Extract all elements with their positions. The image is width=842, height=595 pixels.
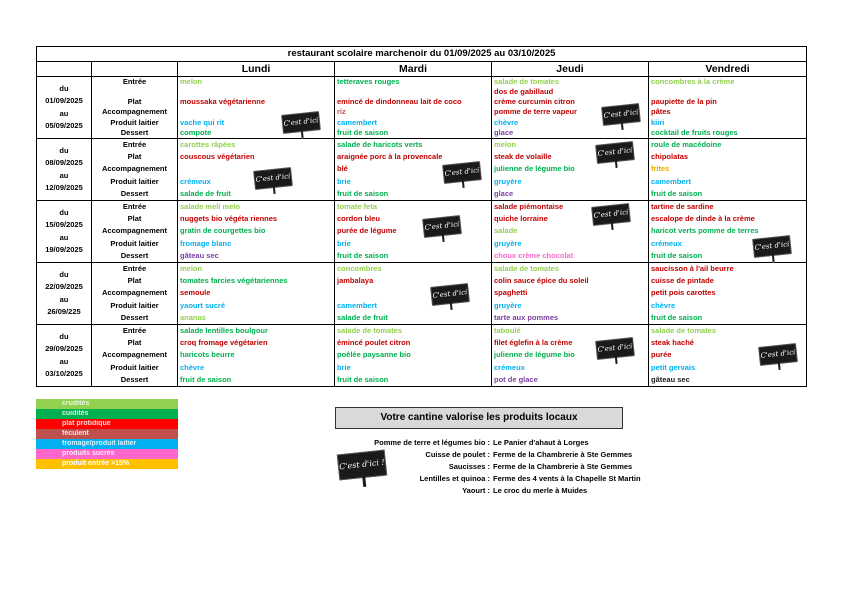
header-empty-2 xyxy=(92,62,178,77)
producer-row xyxy=(350,473,690,485)
category-label: Entrée xyxy=(122,77,147,86)
menu-item: gratin de courgettes bio xyxy=(180,226,266,236)
legend-label: produit entrée >15% xyxy=(62,460,130,467)
menu-item xyxy=(335,87,491,97)
menu-item: semoule xyxy=(180,288,211,298)
day-cell-vendredi xyxy=(649,139,807,201)
week-date-line: au xyxy=(59,108,69,118)
day-cell-jeudi xyxy=(492,139,649,201)
menu-item: brie xyxy=(337,362,351,372)
menu-item: salade de tomates xyxy=(651,326,717,335)
category-label: Dessert xyxy=(120,312,149,322)
week-date-line: 01/09/2025 xyxy=(45,96,83,105)
category-label: Accompagnement xyxy=(101,107,167,117)
menu-item: haricot verts pomme de terres xyxy=(651,226,759,236)
producer-product: Pomme de terre et légumes bio : xyxy=(374,438,490,447)
menu-item: salade lentilles boulgour xyxy=(180,326,268,335)
category-label: Dessert xyxy=(120,250,149,260)
menu-item: chèvre xyxy=(180,362,205,372)
menu-item: chèvre xyxy=(651,300,676,310)
week-dates xyxy=(37,263,92,325)
category-label: Dessert xyxy=(120,188,149,198)
category-label: Accompagnement xyxy=(101,164,167,174)
menu-item: colin sauce épice du soleil xyxy=(494,276,589,286)
menu-item: pâtes xyxy=(651,107,671,117)
legend-item xyxy=(36,459,178,469)
color-legend xyxy=(36,399,178,469)
week-date-line: 12/09/2025 xyxy=(45,183,83,192)
legend-item xyxy=(36,429,178,439)
menu-item: steak haché xyxy=(651,338,694,348)
category-label: Produit laitier xyxy=(110,300,159,310)
day-cell-mardi xyxy=(335,139,492,201)
menu-item: saucisson à l'ail beurre xyxy=(651,264,734,273)
cest-dici-sign-icon: C'est d'ici ! xyxy=(337,450,387,481)
header-day-lundi: Lundi xyxy=(178,62,335,77)
menu-item: salade de fruit xyxy=(180,188,231,198)
day-cell-lundi xyxy=(178,325,335,387)
menu-item: ananas xyxy=(180,312,206,322)
menu-item: concombres à la crème xyxy=(651,77,735,86)
producer-product: Saucisses : xyxy=(448,462,490,471)
week-date-line: 15/09/2025 xyxy=(45,220,83,229)
cest-dici-sign-icon: C'est d'ici ! xyxy=(601,103,641,126)
menu-item: fruit de saison xyxy=(651,312,703,322)
header-day-mardi: Mardi xyxy=(335,62,492,77)
menu-item: fruit de saison xyxy=(337,127,389,137)
legend-label: crudités xyxy=(62,400,90,407)
week-date-line: du xyxy=(59,331,69,341)
day-cell-lundi xyxy=(178,77,335,144)
day-cell-lundi xyxy=(178,201,335,263)
menu-item: escalope de dinde à la crème xyxy=(651,214,755,224)
legend-label: féculent xyxy=(62,430,89,437)
category-label: Entrée xyxy=(122,202,147,211)
category-label: Produit laitier xyxy=(110,117,159,127)
menu-item: crème curcumin citron xyxy=(494,97,575,107)
day-cell-mardi xyxy=(335,201,492,263)
category-label: Dessert xyxy=(120,374,149,384)
menu-item: kiiri xyxy=(651,117,665,127)
menu-item: purée de légume xyxy=(337,226,397,236)
legend-item xyxy=(36,449,178,459)
legend-label: cuidités xyxy=(62,410,89,417)
menu-item: vache qui rit xyxy=(180,117,225,127)
category-label xyxy=(92,87,177,97)
menu-table xyxy=(36,46,807,387)
day-cell-jeudi xyxy=(492,263,649,325)
cest-dici-sign-icon: C'est d'ici ! xyxy=(253,167,293,190)
category-label: Accompagnement xyxy=(101,288,167,298)
week-date-line: au xyxy=(59,232,69,242)
producer-row xyxy=(350,461,690,473)
menu-title: restaurant scolaire marchenoir du 01/09/2025 au 03/10/2025 xyxy=(37,47,807,62)
menu-item: fruit de saison xyxy=(337,374,389,384)
legend-item xyxy=(36,409,178,419)
menu-item: choux crème chocolat xyxy=(494,250,574,260)
producer-name: Ferme de la Chambrerie à Ste Gemmes xyxy=(493,462,633,471)
menu-item: spaghetti xyxy=(494,288,528,298)
menu-item: steak de volaille xyxy=(494,152,552,162)
producer-product: Cuisse de poulet : xyxy=(425,450,490,459)
producer-name: Le croc du merle à Muides xyxy=(493,486,588,495)
menu-item: julienne de légume bio xyxy=(494,350,575,360)
menu-item: gâteau sec xyxy=(180,250,219,260)
week-date-line: 26/09/225 xyxy=(47,307,81,316)
day-cell-vendredi xyxy=(649,201,807,268)
menu-item: emincé de dindonneau lait de coco xyxy=(337,97,462,107)
category-label: Plat xyxy=(127,214,142,224)
menu-item: purée xyxy=(651,350,672,360)
menu-item xyxy=(649,87,806,97)
menu-item: roule de macédoine xyxy=(651,140,722,149)
menu-item: taboulé xyxy=(494,326,521,335)
menu-item: fruit de saison xyxy=(651,250,703,260)
menu-item: gruyère xyxy=(494,238,522,248)
menu-item: brie xyxy=(337,238,351,248)
cest-dici-sign-icon: C'est d'ici ! xyxy=(591,203,631,226)
week-date-line: au xyxy=(59,294,69,304)
menu-item: salade de fruit xyxy=(337,312,388,322)
menu-item: tarte aux pommes xyxy=(494,312,559,322)
producer-row xyxy=(350,449,690,461)
menu-item xyxy=(178,87,334,97)
menu-item: salade de haricots verts xyxy=(337,140,423,149)
category-label: Produit laitier xyxy=(110,362,159,372)
week-date-line: 19/09/2025 xyxy=(45,245,83,254)
legend-label: fromage/produit laitier xyxy=(62,440,137,447)
week-row xyxy=(37,77,807,139)
category-label: Entrée xyxy=(122,140,147,149)
menu-item: concombres xyxy=(337,264,382,273)
menu-item: fruit de saison xyxy=(651,188,703,198)
menu-item: cordon bleu xyxy=(337,214,380,224)
menu-item: pomme de terre vapeur xyxy=(494,107,577,117)
legend-item xyxy=(36,399,178,409)
week-date-line: au xyxy=(59,356,69,366)
week-row xyxy=(37,263,807,325)
category-label: Plat xyxy=(127,338,142,348)
week-dates xyxy=(37,201,92,263)
cest-dici-sign-icon: C'est d'ici ! xyxy=(595,337,635,360)
week-row xyxy=(37,139,807,201)
category-labels xyxy=(92,139,178,201)
day-cell-mardi xyxy=(335,263,492,325)
menu-item: haricots beurre xyxy=(180,350,235,360)
menu-item: crémeux xyxy=(180,176,211,186)
category-label: Plat xyxy=(127,276,142,286)
cest-dici-sign-icon: C'est d'ici ! xyxy=(595,141,635,164)
menu-item: paupiette de la pin xyxy=(651,97,717,107)
menu-item: carottes râpées xyxy=(180,140,236,149)
menu-item: petit pois carottes xyxy=(651,288,716,298)
day-cell-vendredi xyxy=(649,77,807,139)
week-date-line: du xyxy=(59,83,69,93)
week-date-line: 22/09/2025 xyxy=(45,282,83,291)
cest-dici-sign-icon: C'est d'ici ! xyxy=(758,343,798,366)
category-labels xyxy=(92,263,178,325)
menu-item: gruyère xyxy=(494,176,522,186)
menu-item: gruyère xyxy=(494,300,522,310)
day-header-row xyxy=(37,62,807,77)
menu-item: petit gervais xyxy=(651,362,696,372)
week-dates xyxy=(37,77,92,139)
menu-item: cocktail de fruits rouges xyxy=(651,127,738,137)
category-label: Entrée xyxy=(122,326,147,335)
menu-item: fruit de saison xyxy=(337,188,389,198)
menu-item: compote xyxy=(180,127,212,137)
producer-product: Yaourt : xyxy=(462,486,490,495)
menu-item: crémeux xyxy=(494,362,525,372)
week-row xyxy=(37,325,807,387)
category-labels xyxy=(92,77,178,139)
week-date-line: au xyxy=(59,170,69,180)
menu-item: araignée porc à la provencale xyxy=(337,152,443,162)
menu-item: tartine de sardine xyxy=(651,202,714,211)
menu-item: émincé poulet citron xyxy=(337,338,411,348)
category-label: Produit laitier xyxy=(110,238,159,248)
day-cell-jeudi xyxy=(492,201,649,263)
day-cell-lundi xyxy=(178,139,335,201)
producers-list xyxy=(350,437,690,497)
week-date-line: 08/09/2025 xyxy=(45,158,83,167)
menu-item: couscous végétarien xyxy=(180,152,255,162)
menu-item: filet églefin à la crème xyxy=(494,338,573,348)
cest-dici-sign-icon: C'est d'ici ! xyxy=(281,111,321,134)
menu-item: salade xyxy=(494,226,518,236)
producer-name: Ferme des 4 vents à la Chapelle St Martin xyxy=(493,474,641,483)
menu-item: tomate feta xyxy=(337,202,378,211)
menu-item: chipolatas xyxy=(651,152,689,162)
producer-name: Ferme de la Chambrerie à Ste Gemmes xyxy=(493,450,633,459)
category-label: Produit laitier xyxy=(110,176,159,186)
category-label: Plat xyxy=(127,152,142,162)
menu-item: riz xyxy=(337,107,346,117)
producer-row xyxy=(350,485,690,497)
menu-item: brie xyxy=(337,176,351,186)
menu-item: yaourt sucré xyxy=(180,300,226,310)
menu-item: nuggets bio végéta riennes xyxy=(180,214,278,224)
day-cell-mardi xyxy=(335,77,492,139)
menu-item: glace xyxy=(494,127,514,137)
week-date-line: du xyxy=(59,145,69,155)
producer-product: Lentilles et quinoa : xyxy=(419,474,490,483)
menu-item: salade piémontaise xyxy=(494,202,564,211)
menu-item: tomates farcies végétariennes xyxy=(180,276,288,286)
weeks-body xyxy=(37,77,807,387)
category-label: Accompagnement xyxy=(101,226,167,236)
menu-item: camembert xyxy=(651,176,692,186)
legend-label: produits sucrés xyxy=(62,450,115,457)
legend-item xyxy=(36,419,178,429)
week-date-line: 05/09/2025 xyxy=(45,121,83,130)
menu-item: salade meli melo xyxy=(180,202,241,211)
producer-row xyxy=(350,437,690,449)
menu-item: fromage blanc xyxy=(180,238,232,248)
menu-item: crémeux xyxy=(651,238,682,248)
cest-dici-sign-icon: C'est d'ici ! xyxy=(752,235,792,258)
category-label: Entrée xyxy=(122,264,147,273)
menu-item: melon xyxy=(180,77,203,86)
menu-item: salade de tomates xyxy=(494,264,560,273)
menu-item: salade de tomates xyxy=(494,77,560,86)
menu-item: fruit de saison xyxy=(337,250,389,260)
legend-label: plat protidique xyxy=(62,420,111,427)
legend-item xyxy=(36,439,178,449)
week-date-line: 29/09/2025 xyxy=(45,344,83,353)
menu-item: gâteau sec xyxy=(651,374,690,384)
menu-item: croq fromage végétarien xyxy=(180,338,268,348)
menu-item: chèvre xyxy=(494,117,519,127)
cest-dici-sign-icon: C'est d'ici ! xyxy=(430,283,470,306)
menu-item: dos de gabillaud xyxy=(494,87,554,97)
week-date-line: du xyxy=(59,269,69,279)
menu-item: frites xyxy=(651,164,670,174)
week-row xyxy=(37,201,807,263)
category-label: Plat xyxy=(127,97,142,107)
day-cell-mardi xyxy=(335,325,492,387)
local-products-banner: Votre cantine valorise les produits locaux xyxy=(335,407,623,429)
day-cell-vendredi xyxy=(649,263,807,325)
menu-item: camembert xyxy=(337,300,378,310)
week-date-line: du xyxy=(59,207,69,217)
menu-item: poêlée paysanne bio xyxy=(337,350,411,360)
header-empty-1 xyxy=(37,62,92,77)
cest-dici-sign-icon: C'est d'ici ! xyxy=(442,161,482,184)
menu-item: blé xyxy=(337,164,348,174)
menu-item: moussaka végétarienne xyxy=(180,97,266,107)
menu-item: camembert xyxy=(337,117,378,127)
menu-item: melon xyxy=(494,140,517,149)
menu-item: cuisse de pintade xyxy=(651,276,714,286)
day-cell-jeudi xyxy=(492,325,649,387)
category-label: Accompagnement xyxy=(101,350,167,360)
day-cell-lundi xyxy=(178,263,335,325)
menu-item: fruit de saison xyxy=(180,374,232,384)
category-labels xyxy=(92,201,178,263)
cest-dici-sign-icon: C'est d'ici ! xyxy=(422,215,462,238)
week-date-line: 03/10/2025 xyxy=(45,369,83,378)
day-cell-jeudi xyxy=(492,77,649,139)
day-cell-vendredi xyxy=(649,325,807,387)
producer-name: Le Panier d'ahaut à Lorges xyxy=(493,438,589,447)
header-day-vendredi: Vendredi xyxy=(649,62,807,77)
week-dates xyxy=(37,325,92,387)
header-day-jeudi: Jeudi xyxy=(492,62,649,77)
menu-item: glace xyxy=(494,188,514,198)
menu-item: pot de glace xyxy=(494,374,538,384)
menu-item: salade de tomates xyxy=(337,326,403,335)
menu-item: jambalaya xyxy=(337,276,374,286)
menu-item: julienne de légume bio xyxy=(494,164,575,174)
menu-item: melon xyxy=(180,264,203,273)
category-label: Dessert xyxy=(120,127,149,137)
menu-item: tetteraves rouges xyxy=(337,77,400,86)
menu-item: quiche lorraine xyxy=(494,214,548,224)
week-dates xyxy=(37,139,92,201)
category-labels xyxy=(92,325,178,387)
